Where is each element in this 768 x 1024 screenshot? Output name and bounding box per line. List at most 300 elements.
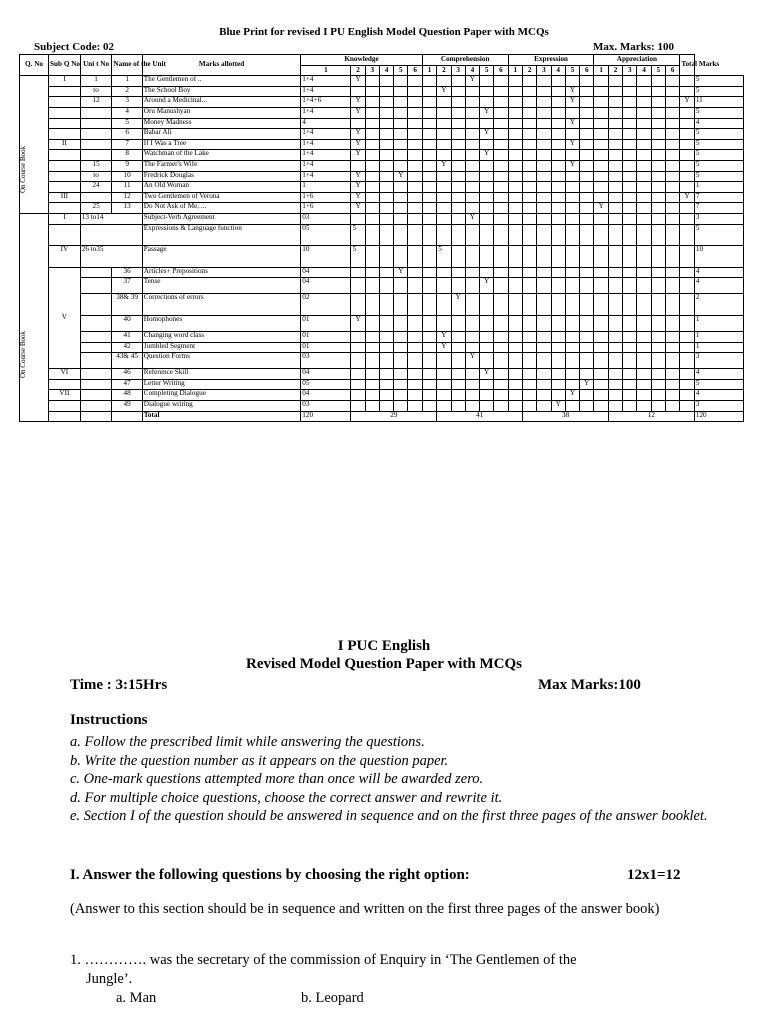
level-cell <box>437 192 451 203</box>
level-cell <box>551 150 565 161</box>
level-cell <box>394 390 408 401</box>
level-cell <box>394 192 408 203</box>
level-cell <box>637 107 651 118</box>
total-appreciation: 12 <box>608 411 694 422</box>
level-cell <box>480 342 494 353</box>
unit-cell: 11 <box>112 182 142 193</box>
unit-cell: 48 <box>112 390 142 401</box>
paper-title: I PUC English <box>337 638 431 654</box>
level-cell <box>451 342 465 353</box>
level-cell <box>379 353 393 369</box>
level-cell <box>565 150 579 161</box>
level-cell: 5 <box>351 245 365 267</box>
level-cell: Y <box>480 278 494 294</box>
marks-cell: 04 <box>301 278 351 294</box>
unit-name-cell: Reference Skill <box>142 369 300 380</box>
level-cell <box>523 182 537 193</box>
level-cell <box>565 353 579 369</box>
marks-cell: 05 <box>301 379 351 390</box>
table-row <box>20 353 744 369</box>
sub-q-cell: 24 <box>80 182 112 193</box>
level-cell: Y <box>351 76 365 87</box>
level-cell <box>494 139 508 150</box>
level-cell <box>422 171 437 182</box>
level-cell <box>551 245 565 267</box>
unit-name-cell: Jumbled Segment <box>142 342 300 353</box>
level-cell <box>494 203 508 214</box>
level-cell <box>523 278 537 294</box>
unit-name-cell: Completing Dialogue <box>142 390 300 401</box>
level-cell <box>437 129 451 140</box>
level-cell <box>365 76 379 87</box>
level-cell: Y <box>565 97 579 108</box>
unit-cell <box>112 411 142 422</box>
header-unit-no: Uni t No <box>80 55 112 76</box>
level-cell <box>594 192 609 203</box>
unit-cell: 41 <box>112 332 142 343</box>
level-cell: Y <box>437 160 451 171</box>
level-cell <box>537 294 551 316</box>
level-cell <box>394 203 408 214</box>
level-cell <box>494 86 508 97</box>
level-cell <box>408 224 422 245</box>
level-cell <box>480 97 494 108</box>
level-cell <box>537 86 551 97</box>
level-cell <box>580 97 594 108</box>
level-cell <box>580 213 594 224</box>
level-cell <box>508 182 523 193</box>
total-knowledge: 29 <box>351 411 437 422</box>
q-no-cell <box>49 411 81 422</box>
level-cell <box>594 379 609 390</box>
total-cell: 7 <box>694 203 743 214</box>
level-cell <box>394 118 408 129</box>
level-cell <box>608 342 622 353</box>
level-cell <box>480 76 494 87</box>
level-cell <box>637 267 651 278</box>
level-cell <box>408 139 422 150</box>
level-cell <box>537 107 551 118</box>
level-cell <box>608 353 622 369</box>
level-cell <box>594 353 609 369</box>
level-cell <box>594 316 609 332</box>
level-cell <box>494 332 508 343</box>
level-cell <box>551 379 565 390</box>
level-cell <box>651 192 665 203</box>
level-cell <box>437 379 451 390</box>
level-cell <box>508 76 523 87</box>
total-cell: 5 <box>694 160 743 171</box>
unit-cell: 7 <box>112 139 142 150</box>
level-cell <box>451 245 465 267</box>
level-cell <box>451 278 465 294</box>
level-cell <box>480 316 494 332</box>
table-row <box>20 107 744 118</box>
level-cell <box>437 107 451 118</box>
level-cell <box>494 353 508 369</box>
unit-cell: 47 <box>112 379 142 390</box>
sub-q-cell <box>80 332 112 343</box>
level-cell <box>623 129 637 140</box>
level-cell <box>551 192 565 203</box>
q-no-cell <box>49 379 81 390</box>
table-row <box>20 267 744 278</box>
level-cell <box>451 353 465 369</box>
level-cell <box>365 129 379 140</box>
level-cell <box>623 213 637 224</box>
level-cell <box>508 139 523 150</box>
header-level: 6 <box>494 65 508 76</box>
level-cell <box>422 353 437 369</box>
q-no-cell <box>49 224 81 245</box>
level-cell <box>379 401 393 412</box>
level-cell <box>480 192 494 203</box>
level-cell <box>480 353 494 369</box>
total-cell: 4 <box>694 118 743 129</box>
q-no-cell: IV <box>49 245 81 267</box>
level-cell <box>422 97 437 108</box>
level-cell <box>623 294 637 316</box>
level-cell <box>537 171 551 182</box>
marks-cell: 01 <box>301 316 351 332</box>
level-cell <box>594 171 609 182</box>
level-cell <box>680 160 695 171</box>
level-cell <box>508 224 523 245</box>
marks-cell: 04 <box>301 390 351 401</box>
total-comprehension: 41 <box>437 411 523 422</box>
level-cell <box>608 369 622 380</box>
level-cell <box>394 150 408 161</box>
level-cell <box>465 139 479 150</box>
level-cell <box>665 390 679 401</box>
level-cell <box>365 139 379 150</box>
level-cell <box>394 97 408 108</box>
level-cell <box>623 171 637 182</box>
instructions-list <box>70 733 720 826</box>
level-cell <box>580 171 594 182</box>
level-cell <box>379 332 393 343</box>
level-cell <box>665 294 679 316</box>
level-cell: Y <box>680 97 695 108</box>
level-cell: Y <box>351 192 365 203</box>
level-cell <box>651 278 665 294</box>
level-cell <box>523 353 537 369</box>
level-cell: Y <box>480 150 494 161</box>
level-cell <box>594 86 609 97</box>
level-cell <box>465 129 479 140</box>
unit-name-cell: The School Boy <box>142 86 300 97</box>
level-cell <box>451 267 465 278</box>
level-cell <box>437 224 451 245</box>
level-cell <box>551 203 565 214</box>
level-cell <box>451 171 465 182</box>
level-cell <box>351 267 365 278</box>
total-cell: 3 <box>694 213 743 224</box>
level-cell <box>508 129 523 140</box>
level-cell <box>437 139 451 150</box>
total-cell: 1 <box>694 342 743 353</box>
level-cell <box>494 213 508 224</box>
level-cell <box>580 203 594 214</box>
level-cell <box>594 97 609 108</box>
level-cell <box>637 118 651 129</box>
level-cell <box>465 332 479 343</box>
level-cell <box>523 369 537 380</box>
level-cell <box>379 160 393 171</box>
level-cell <box>537 182 551 193</box>
level-cell <box>665 150 679 161</box>
level-cell <box>580 353 594 369</box>
level-cell <box>351 213 365 224</box>
table-row <box>20 129 744 140</box>
instructions-heading: Instructions <box>70 712 148 728</box>
level-cell <box>422 316 437 332</box>
level-cell <box>565 224 579 245</box>
level-cell: Y <box>594 203 609 214</box>
level-cell <box>451 129 465 140</box>
sub-q-cell <box>80 342 112 353</box>
sub-q-cell <box>80 401 112 412</box>
level-cell <box>508 379 523 390</box>
sub-unit-cell: 26 to35 <box>80 245 142 267</box>
level-cell <box>451 139 465 150</box>
level-cell <box>623 332 637 343</box>
q-no-cell <box>49 150 81 161</box>
header-level: 1 <box>422 65 437 76</box>
level-cell <box>523 294 537 316</box>
level-cell <box>651 139 665 150</box>
level-cell <box>408 267 422 278</box>
level-cell: Y <box>451 294 465 316</box>
header-level: 5 <box>565 65 579 76</box>
marks-cell: 1+4 <box>301 139 351 150</box>
instruction-item: e. Section I of the question should be answered in sequence and on the first three pages of the answer booklet. <box>70 808 708 825</box>
level-cell <box>494 118 508 129</box>
unit-cell: 38& 39 <box>112 294 142 316</box>
level-cell <box>680 267 695 278</box>
level-cell <box>565 332 579 343</box>
total-cell: 3 <box>694 353 743 369</box>
level-cell <box>365 160 379 171</box>
level-cell <box>422 76 437 87</box>
total-row <box>20 411 744 422</box>
unit-name-cell: An Old Woman <box>142 182 300 193</box>
level-cell <box>651 369 665 380</box>
q-no-cell: V <box>49 267 81 369</box>
level-cell <box>665 107 679 118</box>
level-cell <box>608 139 622 150</box>
level-cell <box>379 182 393 193</box>
level-cell <box>565 278 579 294</box>
marks-cell: 1+4 <box>301 171 351 182</box>
level-cell <box>365 192 379 203</box>
level-cell <box>394 107 408 118</box>
blueprint-max-marks: Max. Marks: 100 <box>593 41 674 53</box>
level-cell <box>580 342 594 353</box>
level-cell <box>494 97 508 108</box>
level-cell <box>379 379 393 390</box>
level-cell <box>351 369 365 380</box>
level-cell <box>637 192 651 203</box>
sub-q-cell <box>80 353 112 369</box>
unit-cell: 42 <box>112 342 142 353</box>
sub-q-cell: 25 <box>80 203 112 214</box>
level-cell <box>551 129 565 140</box>
level-cell <box>523 316 537 332</box>
level-cell <box>351 278 365 294</box>
level-cell <box>379 267 393 278</box>
level-cell <box>665 224 679 245</box>
level-cell <box>665 278 679 294</box>
level-cell <box>523 401 537 412</box>
marks-cell: 1+4 <box>301 86 351 97</box>
header-level: 3 <box>365 65 379 76</box>
total-cell: 4 <box>694 278 743 294</box>
level-cell <box>465 294 479 316</box>
q-no-cell <box>49 401 81 412</box>
level-cell <box>623 192 637 203</box>
level-cell <box>351 353 365 369</box>
level-cell <box>365 390 379 401</box>
level-cell <box>565 294 579 316</box>
level-cell <box>637 342 651 353</box>
level-cell <box>408 129 422 140</box>
level-cell <box>637 97 651 108</box>
level-cell <box>351 390 365 401</box>
level-cell <box>508 192 523 203</box>
level-cell <box>594 267 609 278</box>
level-cell <box>422 224 437 245</box>
level-cell <box>623 224 637 245</box>
level-cell <box>408 150 422 161</box>
level-cell <box>523 342 537 353</box>
level-cell <box>394 224 408 245</box>
header-level: 4 <box>379 65 393 76</box>
level-cell <box>480 390 494 401</box>
level-cell <box>508 213 523 224</box>
marks-cell: 05 <box>301 224 351 245</box>
table-row <box>20 213 744 224</box>
level-cell <box>379 192 393 203</box>
total-cell: 4 <box>694 390 743 401</box>
level-cell <box>422 278 437 294</box>
subject-code: Subject Code: 02 <box>34 41 115 53</box>
level-cell <box>508 203 523 214</box>
level-cell <box>451 160 465 171</box>
marks-cell: 03 <box>301 401 351 412</box>
level-cell <box>580 160 594 171</box>
level-cell <box>665 182 679 193</box>
total-cell: 5 <box>694 107 743 118</box>
level-cell <box>623 267 637 278</box>
unit-name-cell: Tense <box>142 278 300 294</box>
sub-q-cell: to <box>80 171 112 182</box>
level-cell <box>565 182 579 193</box>
level-cell <box>637 294 651 316</box>
unit-cell: 49 <box>112 401 142 412</box>
level-cell <box>508 97 523 108</box>
level-cell <box>379 76 393 87</box>
level-cell <box>623 150 637 161</box>
level-cell <box>580 332 594 343</box>
level-cell <box>394 332 408 343</box>
q-no-cell: II <box>49 139 81 150</box>
level-cell <box>594 118 609 129</box>
level-cell <box>565 107 579 118</box>
level-cell <box>523 76 537 87</box>
level-cell <box>365 107 379 118</box>
level-cell: Y <box>565 118 579 129</box>
level-cell <box>551 160 565 171</box>
level-cell <box>480 160 494 171</box>
sub-q-cell <box>80 278 112 294</box>
level-cell <box>651 213 665 224</box>
table-row <box>20 332 744 343</box>
level-cell <box>422 401 437 412</box>
level-cell <box>651 107 665 118</box>
level-cell <box>408 332 422 343</box>
level-cell <box>465 118 479 129</box>
level-cell <box>408 86 422 97</box>
total-cell: 7 <box>694 192 743 203</box>
paper-subtitle: Revised Model Question Paper with MCQs <box>246 656 522 672</box>
level-cell <box>680 369 695 380</box>
level-cell <box>494 267 508 278</box>
unit-name-cell: Oru Manushyan <box>142 107 300 118</box>
grand-total: 120 <box>694 411 743 422</box>
level-cell <box>651 224 665 245</box>
level-cell <box>508 369 523 380</box>
level-cell <box>379 224 393 245</box>
level-cell <box>422 369 437 380</box>
header-level: 4 <box>637 65 651 76</box>
sub-q-cell <box>80 316 112 332</box>
unit-name-cell: Homophones <box>142 316 300 332</box>
level-cell <box>580 278 594 294</box>
level-cell <box>408 182 422 193</box>
marks-cell: 1+4 <box>301 160 351 171</box>
blueprint-title: Blue Print for revised I PU English Model Question Paper with MCQs <box>219 26 549 38</box>
level-cell <box>680 342 695 353</box>
level-cell <box>451 150 465 161</box>
instruction-item: c. One-mark questions attempted more than once will be awarded zero. <box>70 771 484 788</box>
level-cell <box>465 316 479 332</box>
level-cell <box>594 160 609 171</box>
level-cell <box>608 203 622 214</box>
level-cell <box>494 369 508 380</box>
level-cell <box>465 97 479 108</box>
level-cell <box>408 76 422 87</box>
total-cell: 3 <box>694 401 743 412</box>
q-no-cell <box>49 129 81 140</box>
level-cell <box>465 278 479 294</box>
question-1-text: 1. …………. was the secretary of the commission of Enquiry in ‘The Gentlemen of the <box>70 952 577 968</box>
level-cell <box>680 245 695 267</box>
level-cell <box>508 150 523 161</box>
level-cell <box>594 139 609 150</box>
header-marks-allotted: Marks allotted <box>142 55 300 76</box>
level-cell <box>480 267 494 278</box>
level-cell <box>551 213 565 224</box>
level-cell <box>422 390 437 401</box>
unit-cell: 40 <box>112 316 142 332</box>
level-cell <box>580 150 594 161</box>
level-cell <box>594 390 609 401</box>
level-cell <box>465 150 479 161</box>
level-cell <box>637 332 651 343</box>
level-cell <box>608 390 622 401</box>
level-cell <box>565 171 579 182</box>
